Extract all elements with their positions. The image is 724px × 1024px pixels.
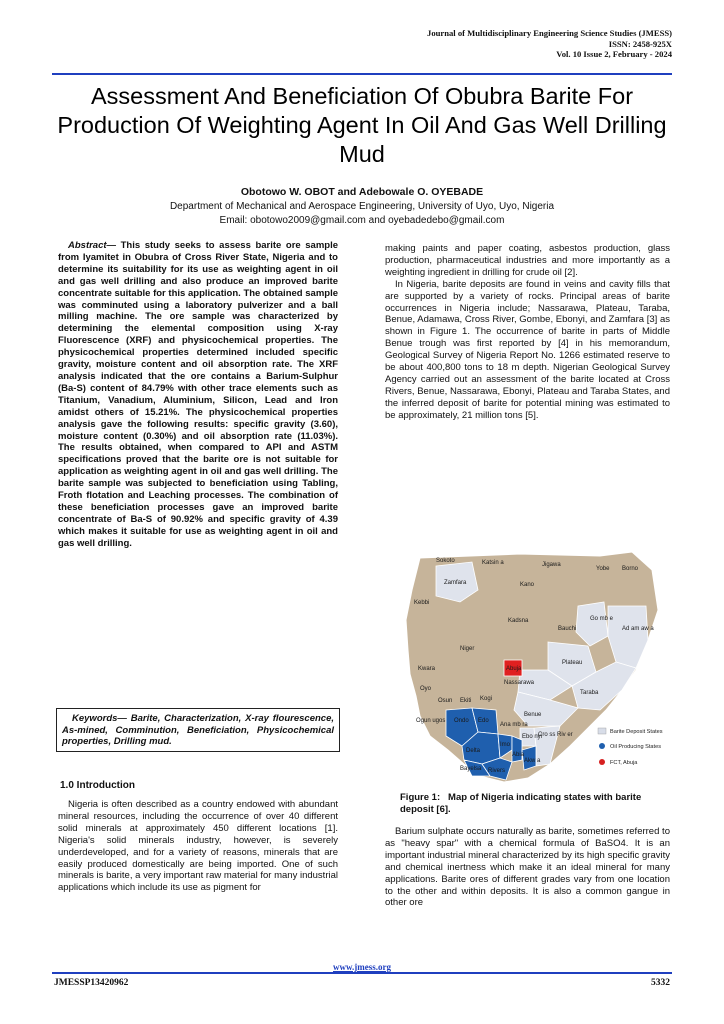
- footer-rule: [52, 972, 672, 974]
- label-delta: Delta: [466, 748, 481, 754]
- label-imo: Imo: [500, 742, 511, 748]
- journal-name: Journal of Multidisciplinary Engineering Science Studies (JMESS): [427, 28, 672, 38]
- label-oyo: Oyo: [420, 686, 432, 692]
- label-sokoto: Sokoto: [436, 558, 455, 564]
- paper-email: Email: obotowo2009@gmail.com and oyebadedebo@gmail.com: [219, 215, 505, 226]
- label-abia: Abia: [512, 752, 525, 758]
- label-nassarawa: Nassarawa: [504, 680, 535, 686]
- label-edo: Edo: [478, 718, 489, 724]
- abstract-label: Abstract—: [68, 240, 117, 251]
- legend-swatch-oil: [599, 743, 605, 749]
- journal-issn: ISSN: 2458-925X: [608, 38, 672, 49]
- right-column-top: [385, 243, 670, 422]
- label-kebbi: Kebbi: [414, 600, 430, 606]
- label-bauchi: Bauchi: [558, 626, 577, 632]
- right-paragraph-2: In Nigeria, barite deposits are found in veins and cavity fills that are supported by a variety of rocks. Principal areas of barite occurrences in Nigeria include; Nassarawa, Plateau, Taraba, Benue, Adamawa, Cross River, Gombe, Ebonyi, and Zamfara [3] as shown in Figure 1. The occurrence of barite in parts of Middle Benue trough was first reported by [4] in his memorandum, Geological Survey of Nigeria Report No. 1266 estimated reserve to be about 400,800 tons to 18 m depth. Nigerian Geological Survey Agency carried out an assessment of the barite located at Cross Rivers, Benue, Nassarawa, Ebonyi, Plateau and Taraba States, and the inferred deposit of barite for potential mining was estimated to be approximately, 21 million tons [5].: [385, 278, 670, 421]
- legend-label-fct: FCT, Abuja: [610, 760, 638, 766]
- label-kaduna: Kadsna: [508, 618, 529, 624]
- page-number: 5332: [651, 978, 670, 988]
- label-benue: Benue: [524, 712, 542, 718]
- label-ogun: Ogun ugos: [416, 718, 446, 724]
- label-kano: Kano: [520, 582, 535, 588]
- label-jigawa: Jigawa: [542, 562, 561, 568]
- paper-authors: Obotowo W. OBOT and Adebowale O. OYEBADE: [240, 186, 484, 198]
- label-plateau: Plateau: [562, 660, 583, 666]
- keywords-box: [56, 708, 340, 752]
- label-niger: Niger: [460, 646, 475, 652]
- footer-url[interactable]: www.jmess.org: [333, 962, 391, 972]
- paper-affiliation: Department of Mechanical and Aerospace Engineering, University of Uyo, Uyo, Nigeria: [169, 201, 555, 212]
- abstract: [58, 240, 338, 550]
- label-borno: Borno: [622, 566, 639, 572]
- journal-volume: Vol. 10 Issue 2, February - 2024: [556, 49, 672, 60]
- label-ondo: Ondo: [454, 718, 469, 724]
- right-paragraph-3: Barium sulphate occurs naturally as barite, sometimes referred to as "heavy spar" with a chemical formula of BaSO4. It is an important industrial mineral characterized by its high specific gravity and chemical inertness which make it an ideal mineral for many applications. Barite ores of different grades vary from one location to the other and within deposits. It is also a common gangue in other ore: [385, 826, 670, 909]
- label-bayelsa: Bayelsa: [460, 766, 482, 772]
- label-kwara: Kwara: [418, 666, 436, 672]
- nigeria-map: [400, 550, 672, 788]
- header-rule: [52, 73, 672, 75]
- label-taraba: Taraba: [580, 690, 599, 696]
- label-osun: Osun: [438, 698, 453, 704]
- intro-text: Nigeria is often described as a country endowed with abundant mineral resources, including the occurrence of over 40 different solid minerals at approximately 450 different locations [1]. Nigeria's solid minerals industry, however, is severely underdeveloped, and for a variety of reasons, minerals that are easily produced domestically are being imported. One of such minerals is barite, a very important raw material for many industrial applications which include its use as pigment for: [58, 799, 338, 894]
- label-anambra: Ana mb ra: [500, 722, 528, 728]
- legend-swatch-barite: [598, 728, 606, 734]
- right-column-bottom: [385, 826, 670, 909]
- label-zamfara: Zamfara: [444, 580, 467, 586]
- footer-code: JMESSP13420962: [54, 978, 129, 988]
- legend-label-oil: Oil Producing States: [610, 744, 661, 750]
- right-paragraph-1: making paints and paper coating, asbestos production, glass production, pharmaceutical industries and more importantly as a weighting ingredient in drilling for crude oil [2].: [385, 243, 670, 278]
- label-kogi: Kogi: [480, 696, 493, 702]
- map-abia: [512, 736, 522, 762]
- intro-paragraph: [58, 799, 338, 894]
- legend-label-barite: Barite Deposit States: [610, 729, 663, 735]
- label-gombe: Go mb e: [590, 616, 614, 622]
- legend-swatch-fct: [599, 759, 605, 765]
- label-fct: Abuja: [506, 666, 522, 672]
- figure-label: Figure 1:: [400, 792, 441, 803]
- figure-caption-text: Map of Nigeria indicating states with barite deposit [6].: [400, 792, 642, 815]
- label-rivers: Rivers: [488, 768, 506, 774]
- map-legend: [598, 728, 663, 766]
- label-ebonyi: Ebo nyi: [522, 734, 543, 740]
- keywords-text: Keywords— Barite, Characterization, X-ray flourescence, As-mined, Comminution, Beneficiation, Physicochemical properties, Drilling mud.: [62, 713, 334, 748]
- abstract-text: This study seeks to assess barite ore sample from Iyamitet in Obubra of Cross River State, Nigeria and to determine its suitability for its use as weighting agent in oil and gas well drilling and also produce an improved barite concentrate suitable for this application. The obtained sample was comminuted using a laboratory pulverizer and a ball milling machine. The ore sample was characterized by determining the elemental composition using X-ray Fluorescence (XRF) and physicochemical properties. The physicochemical properties determined included specific gravity, moisture content and oil absorption rate. The XRF analysis indicated that the ore contains a Barium-Sulphur (Ba-S) content of 84.79% with other trace elements such as Titanium, Vanadium, Aluminium, Silicon, Lead and Iron amidst others of 15.21%. The physicochemical properties analysis gave the following results: specific gravity (3.60), moisture content (0.30%) and oil absorption rate (11.03%). The results obtained, when compared to API and ASTM specifications proved that the barite ore is not suitable for application as weighting agent in oil and gas well drilling. The barite sample was subjected to beneficiation using Tabling, Froth flotation and Leaching processes. The combination of these beneficiation processes gave an improved barite concentrate of Ba-S of 90.92% and specific gravity of 4.39 which makes it suitable for use as weighting agent in oil and gas well drilling.: [58, 240, 338, 549]
- label-adamawa: Ad am aw a: [622, 626, 654, 632]
- label-akwa: Akw a: [524, 758, 541, 764]
- section-heading-introduction: 1.0 Introduction: [60, 780, 135, 791]
- label-yobe: Yobe: [596, 566, 610, 572]
- label-cross-river: Cro ss Riv er: [538, 732, 573, 738]
- figure-caption: [400, 792, 675, 815]
- label-ekiti: Ekiti: [460, 698, 472, 704]
- journal-header: [427, 28, 672, 60]
- label-katsina: Katsin a: [482, 560, 504, 566]
- paper-title: Assessment And Beneficiation Of Obubra Barite For Production Of Weighting Agent In Oil And Gas Well Drilling Mud: [57, 83, 667, 167]
